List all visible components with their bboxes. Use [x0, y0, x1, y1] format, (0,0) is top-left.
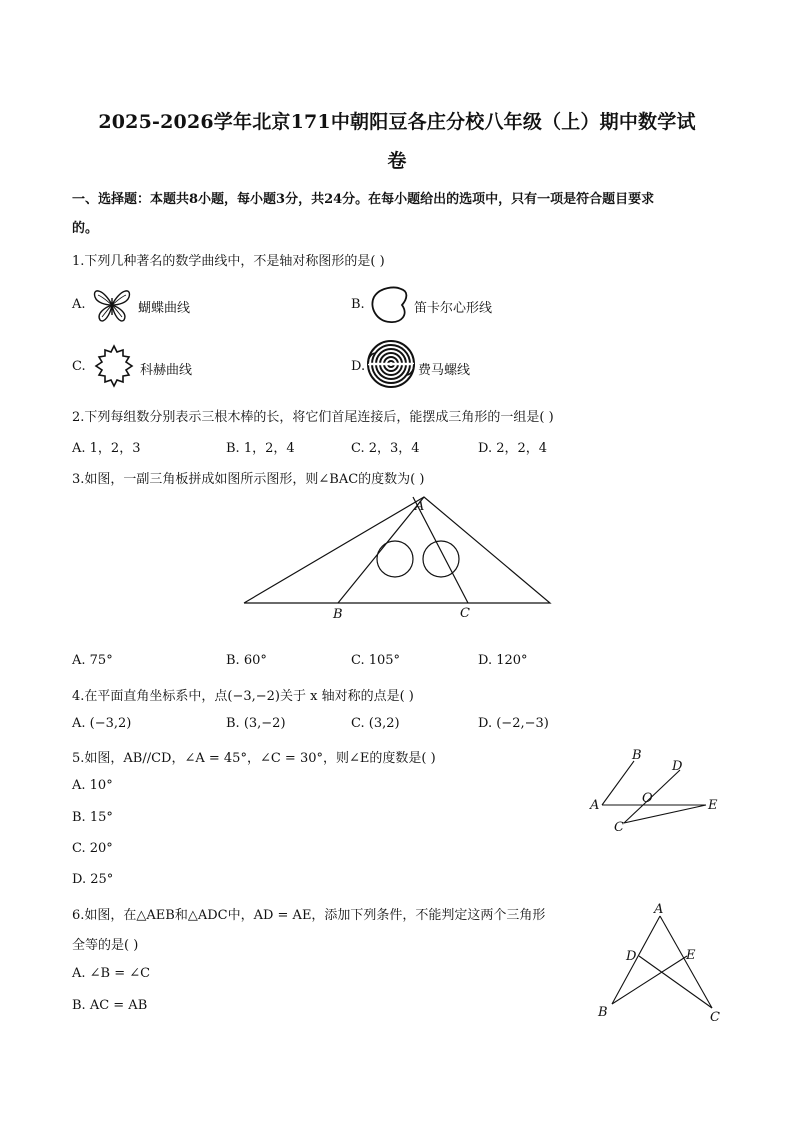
- q2-option-d: D. 2，2，4: [478, 441, 548, 456]
- q5-option-d: D. 25°: [72, 872, 114, 887]
- q6-triangles-figure: [592, 898, 732, 1026]
- q4-option-c: C. (3,2): [351, 716, 400, 731]
- q5-option-a: A. 10°: [72, 778, 113, 793]
- exam-title-line2: 卷: [387, 150, 407, 172]
- q5-label-a: A: [590, 798, 600, 813]
- q6-label-e: E: [686, 948, 696, 963]
- q6-label-c: C: [710, 1010, 720, 1025]
- q4-option-d: D. (−2,−3): [478, 716, 549, 731]
- q3-option-a: A. 75°: [72, 653, 113, 668]
- q2-option-c: C. 2，3，4: [351, 441, 420, 456]
- cardioid-icon: [368, 283, 412, 327]
- q6-label-b: B: [598, 1005, 608, 1020]
- q5-parallel-lines-figure: [584, 745, 724, 837]
- q6-stem-line2: 全等的是( ): [72, 938, 139, 953]
- fermat-spiral-icon: [366, 339, 416, 389]
- q5-label-e: E: [708, 798, 718, 813]
- q3-option-b: B. 60°: [226, 653, 267, 668]
- q2-option-b: B. 1，2，4: [226, 441, 295, 456]
- q3-label-c: C: [460, 606, 470, 621]
- q3-label-a: A: [415, 499, 425, 514]
- q5-label-o: O: [642, 791, 653, 806]
- q1-option-a-label: 蝴蝶曲线: [138, 301, 191, 316]
- q5-option-b: B. 15°: [72, 810, 113, 825]
- q6-label-a: A: [654, 902, 664, 917]
- q6-stem-line1: 6.如图，在△AEB和△ADC中，AD = AE，添加下列条件，不能判定这两个三角形: [72, 908, 546, 923]
- q6-option-a: A. ∠B = ∠C: [72, 966, 151, 981]
- q5-stem: 5.如图，AB//CD，∠A = 45°，∠C = 30°，则∠E的度数是( ): [72, 751, 436, 766]
- q1-option-a-letter: A.: [72, 297, 86, 312]
- q5-option-c: C. 20°: [72, 841, 113, 856]
- q4-option-a: A. (−3,2): [72, 716, 132, 731]
- q2-stem: 2.下列每组数分别表示三根木棒的长，将它们首尾连接后，能摆成三角形的一组是( ): [72, 410, 554, 425]
- q3-triangle-figure: [238, 490, 558, 622]
- q2-option-a: A. 1，2，3: [72, 441, 141, 456]
- q1-option-d-letter: D.: [351, 359, 366, 374]
- q1-stem: 1.下列几种著名的数学曲线中，不是轴对称图形的是( ): [72, 254, 385, 269]
- q3-stem: 3.如图，一副三角板拼成如图所示图形，则∠BAC的度数为( ): [72, 472, 425, 487]
- section-instruction-line1: 一、选择题：本题共8小题，每小题3分，共24分。在每小题给出的选项中，只有一项是符合题目要求: [72, 192, 655, 207]
- q5-label-c: C: [614, 820, 624, 835]
- section-instruction-line2: 的。: [72, 221, 99, 236]
- q3-label-b: B: [333, 607, 343, 622]
- butterfly-curve-icon: [90, 285, 134, 325]
- q1-option-d-label: 费马螺线: [418, 363, 471, 378]
- koch-curve-icon: [90, 344, 138, 388]
- q4-option-b: B. (3,−2): [226, 716, 286, 731]
- q1-option-b-label: 笛卡尔心形线: [414, 301, 493, 316]
- q6-option-b: B. AC = AB: [72, 998, 148, 1013]
- q5-label-b: B: [632, 748, 642, 763]
- q5-label-d: D: [672, 759, 683, 774]
- q3-option-d: D. 120°: [478, 653, 528, 668]
- q4-stem: 4.在平面直角坐标系中，点(−3,−2)关于 x 轴对称的点是( ): [72, 689, 414, 704]
- q1-option-c-label: 科赫曲线: [140, 363, 193, 378]
- q1-option-b-letter: B.: [351, 297, 365, 312]
- q3-option-c: C. 105°: [351, 653, 401, 668]
- q6-label-d: D: [626, 949, 637, 964]
- q1-option-c-letter: C.: [72, 359, 86, 374]
- exam-title-line1: 2025-2026学年北京171中朝阳豆各庄分校八年级（上）期中数学试: [98, 111, 696, 133]
